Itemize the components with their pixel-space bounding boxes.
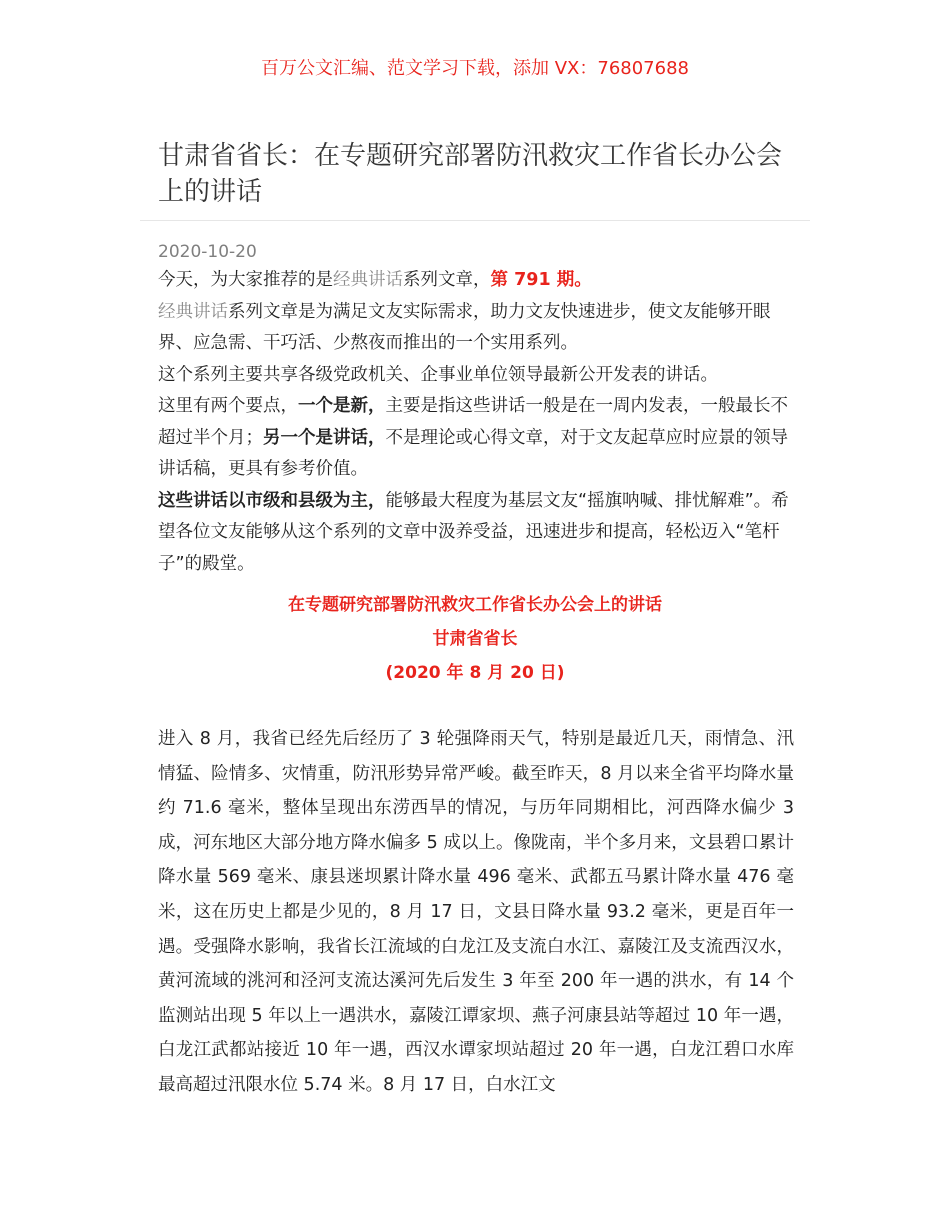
- intro-section: [158, 265, 794, 580]
- intro-paragraph-3: 这个系列主要共享各级党政机关、企事业单位领导最新公开发表的讲话。: [158, 364, 718, 385]
- publish-date: 2020-10-20: [158, 242, 257, 262]
- key-point-speech: 另一个是讲话，: [263, 427, 386, 448]
- speech-title: 在专题研究部署防汛救灾工作省长办公会上的讲话: [288, 595, 662, 615]
- intro-paragraph-1: [158, 265, 794, 297]
- intro-text: 这里有两个要点，: [158, 396, 298, 416]
- intro-text: 系列文章是为满足文友实际需求，助力文友快速进步，使文友能够开眼界、应急需、干巧活、少熬夜而推出的一个实用系列。: [158, 301, 771, 353]
- series-name: 经典讲话: [158, 301, 228, 322]
- speech-heading: [0, 588, 950, 690]
- issue-number: 第 791 期。: [490, 270, 592, 290]
- series-name: 经典讲话: [333, 270, 403, 290]
- speech-speaker: 甘肃省省长: [432, 629, 518, 649]
- intro-text: 不是理论或心得文章，对于文友起草应时应景的领导讲话稿，更具有参考价值。: [158, 427, 788, 479]
- key-point-level: 这些讲话以市级和县级为主，: [158, 490, 386, 511]
- intro-text: 今天，为大家推荐的是: [158, 270, 333, 290]
- intro-paragraph-2: [158, 297, 794, 360]
- intro-paragraph-5: [158, 486, 794, 581]
- speech-date: (2020 年 8 月 20 日): [385, 663, 565, 683]
- article-title: 甘肃省省长：在专题研究部署防汛救灾工作省长办公会上的讲话: [158, 141, 783, 207]
- title-divider: [140, 220, 810, 221]
- intro-paragraph-4: [158, 391, 794, 486]
- speech-body-paragraph: 进入 8 月，我省已经先后经历了 3 轮强降雨天气，特别是最近几天，雨情急、汛情猛、险情多、灾情重，防汛形势异常严峻。截至昨天，8 月以来全省平均降水量约 71.6 毫米，整体呈现出东涝西旱的情况，与历年同期相比，河西降水偏少 3 成，河东地区大部分地方降水偏多 5 成以上。像陇南，半个多月来，文县碧口累计降水量 569 毫米、康县迷坝累计降水量 496 毫米、武都五马累计降水量 476 毫米，这在历史上都是少见的，8 月 17 日，文县日降水量 93.2 毫米，更是百年一遇。受强降水影响，我省长江流域的白龙江及支流白水江、嘉陵江及支流西汉水，黄河流域的洮河和泾河支流达溪河先后发生 3 年至 200 年一遇的洪水，有 14 个监测站出现 5 年以上一遇洪水，嘉陵江谭家坝、燕子河康县站等超过 10 年一遇，白龙江武都站接近 10 年一遇，西汉水谭家坝站超过 20 年一遇，白龙江碧口水库最高超过汛限水位 5.74 米。8 月 17 日，白水江文: [158, 729, 794, 1095]
- promo-banner: 百万公文汇编、范文学习下载，添加 VX：76807688: [261, 58, 689, 79]
- intro-text: 系列文章，: [403, 270, 491, 290]
- intro-text: 主要是指这些讲话一般是在一周内发表，一般最长不超过半个月；: [158, 396, 788, 448]
- key-point-new: 一个是新，: [298, 396, 386, 416]
- intro-text: 能够最大程度为基层文友“摇旗呐喊、排忧解难”。希望各位文友能够从这个系列的文章中汲养受益，迅速进步和提高，轻松迈入“笔杆子”的殿堂。: [158, 490, 789, 574]
